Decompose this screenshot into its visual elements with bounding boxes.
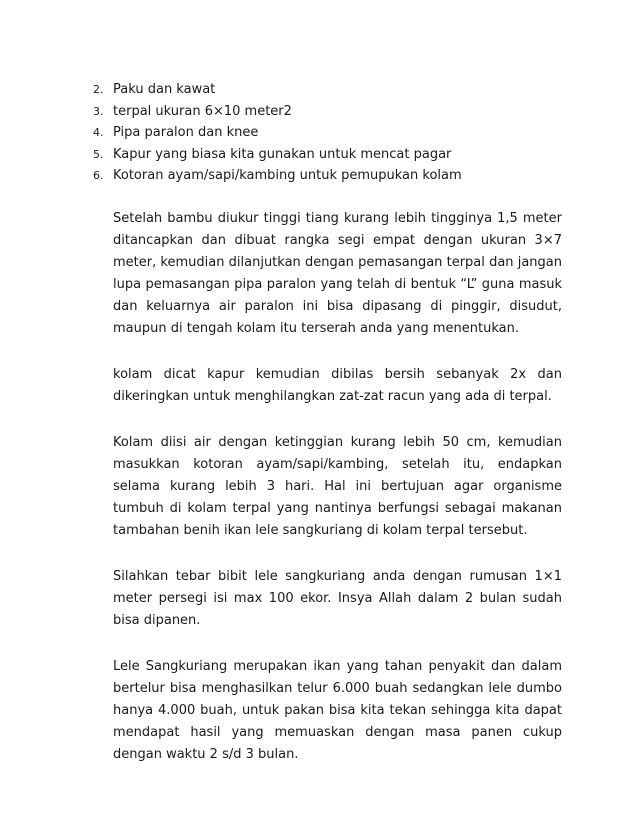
paragraph-lime-coating: kolam dicat kapur kemudian dibilas bersih sebanyak 2x dan dikeringkan untuk menghilangkan zat-zat racun yang ada di terpal. — [113, 366, 562, 404]
paragraph-seed-stocking: Silahkan tebar bibit lele sangkuriang anda dengan rumusan 1×1 meter persegi isi max 100 ekor. Insya Allah dalam 2 bulan sudah bisa dipanen. — [113, 568, 562, 628]
list-item — [0, 165, 638, 187]
paragraph-sangkuriang-advantages: Lele Sangkuriang merupakan ikan yang tahan penyakit dan dalam bertelur bisa menghasilkan telur 6.000 buah sedangkan lele dumbo hanya 4.000 buah, untuk pakan bisa kita tekan sehingga kita dapat mendapat hasil yang memuaskan dengan masa panen cukup dengan waktu 2 s/d 3 bulan. — [113, 658, 562, 762]
list-item — [0, 79, 638, 101]
paragraph-water-filling: Kolam diisi air dengan ketinggian kurang lebih 50 cm, kemudian masukkan kotoran ayam/sapi/kambing, setelah itu, endapkan selama kurang lebih 3 hari. Hal ini bertujuan agar organisme tumbuh di kolam terpal yang nantinya berfungsi sebagai makanan tambahan benih ikan lele sangkuriang di kolam terpal tersebut. — [113, 434, 562, 538]
list-text: Kotoran ayam/sapi/kambing untuk pemupukan kolam — [113, 168, 462, 183]
list-text: Paku dan kawat — [113, 82, 216, 97]
list-item — [0, 122, 638, 144]
list-number: 2. — [93, 83, 104, 96]
materials-list — [0, 79, 638, 187]
body-text — [0, 208, 638, 766]
list-number: 5. — [93, 147, 104, 161]
list-number: 4. — [93, 126, 104, 139]
list-text: terpal ukuran 6×10 meter2 — [113, 103, 292, 119]
list-item — [0, 144, 638, 166]
list-text: Kapur yang biasa kita gunakan untuk mencat pagar — [113, 146, 452, 162]
list-text: Pipa paralon dan knee — [113, 125, 259, 140]
list-number: 6. — [93, 169, 104, 182]
list-item — [0, 101, 638, 123]
paragraph-frame-construction: Setelah bambu diukur tinggi tiang kurang lebih tingginya 1,5 meter ditancapkan dan dibuat rangka segi empat dengan ukuran 3×7 meter, kemudian dilanjutkan dengan pemasangan terpal dan jangan lupa pemasangan pipa paralon yang telah di bentuk “L” guna masuk dan keluarnya air paralon ini bisa dipasang di pinggir, disudut, maupun di tengah kolam itu terserah anda yang menentukan. — [113, 210, 562, 336]
list-number: 3. — [93, 104, 104, 118]
